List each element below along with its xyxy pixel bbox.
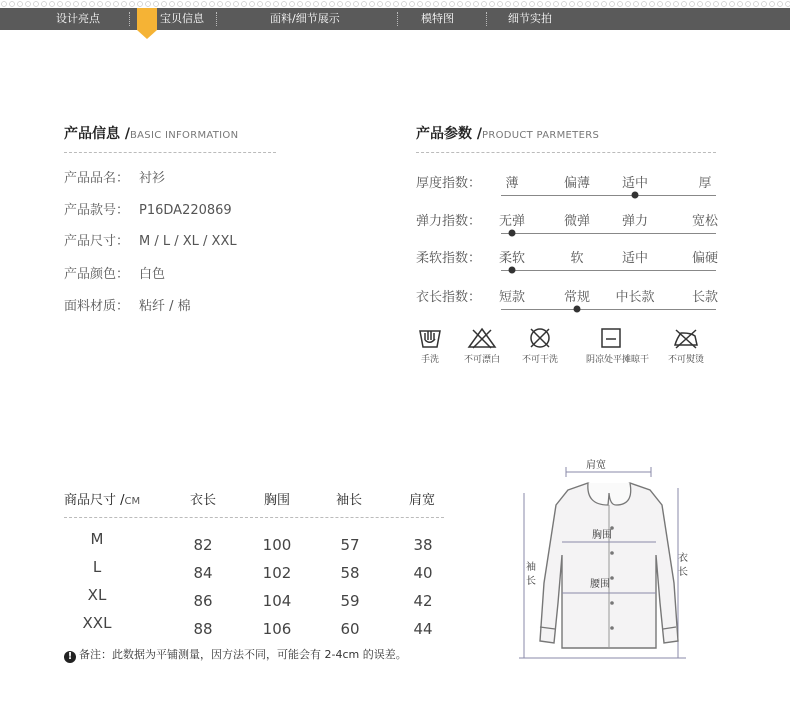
param-label: 衣长指数： xyxy=(416,290,482,305)
param-option: 中长款 xyxy=(615,290,655,305)
size-cell-value: 106 xyxy=(262,620,292,638)
size-unit: CM xyxy=(124,496,141,507)
nav-bar xyxy=(0,8,790,30)
size-cell-label: XXL xyxy=(82,614,112,632)
param-option: 长款 xyxy=(691,290,719,305)
param-label: 柔软指数： xyxy=(416,251,482,266)
info-value: 衬衫 xyxy=(139,171,166,186)
param-option: 宽松 xyxy=(691,214,719,229)
param-scale-line xyxy=(501,270,716,271)
dry-flat-shade-icon xyxy=(598,326,624,350)
nav-item-details[interactable]: 细节实拍 xyxy=(508,12,552,25)
param-option: 薄 xyxy=(505,176,519,191)
param-option: 偏硬 xyxy=(691,251,719,266)
size-header-title: 商品尺寸 / xyxy=(64,493,125,508)
size-cell-value: 60 xyxy=(340,620,360,638)
param-option: 弹力 xyxy=(621,214,649,229)
care-label: 手洗 xyxy=(420,355,439,365)
size-note-text: 备注：此数据为平铺测量，因方法不同，可能会有 2-4cm 的误差。 xyxy=(79,648,407,661)
nav-divider xyxy=(486,12,487,26)
nav-active-arrow xyxy=(137,30,157,39)
size-cell-label: M xyxy=(90,530,104,548)
param-option: 无弹 xyxy=(498,214,526,229)
divider xyxy=(64,517,444,518)
size-cell-value: 59 xyxy=(340,592,360,610)
info-row-material xyxy=(64,295,191,314)
diagram-label-shoulder: 肩宽 xyxy=(586,460,606,471)
nav-item-fabric[interactable]: 面料/细节展示 xyxy=(270,12,340,25)
diagram-label-chest: 胸围 xyxy=(592,530,612,541)
info-row-color xyxy=(64,263,165,282)
param-option: 适中 xyxy=(621,176,649,191)
product-params-heading xyxy=(416,123,599,143)
care-label: 阴凉处平摊晾干 xyxy=(586,355,650,365)
size-cell-value: 40 xyxy=(413,564,433,582)
param-option: 短款 xyxy=(498,290,526,305)
size-cell-value: 57 xyxy=(340,536,360,554)
info-row-sku xyxy=(64,199,232,218)
param-option: 适中 xyxy=(621,251,649,266)
divider xyxy=(64,152,276,153)
info-row-name xyxy=(64,167,165,186)
diagram-label-sleeve-2: 长 xyxy=(526,576,536,587)
no-tumble-dry-icon xyxy=(527,326,553,350)
size-header-length: 衣长 xyxy=(190,493,217,508)
size-cell-value: 82 xyxy=(193,536,213,554)
product-params-title: 产品参数 / xyxy=(416,126,482,142)
size-header-chest: 胸围 xyxy=(264,493,291,508)
size-cell-value: 100 xyxy=(262,536,292,554)
param-label: 弹力指数： xyxy=(416,214,482,229)
info-label: 产品尺寸： xyxy=(64,234,130,249)
nav-item-product-info[interactable]: 宝贝信息 xyxy=(160,12,204,25)
nav-divider xyxy=(216,12,217,26)
diagram-label-sleeve-1: 袖 xyxy=(526,562,536,573)
size-cell-value: 88 xyxy=(193,620,213,638)
product-info-heading xyxy=(64,123,238,143)
divider xyxy=(416,152,716,153)
product-info-subtitle: BASIC INFORMATION xyxy=(130,130,239,141)
size-cell-value: 104 xyxy=(262,592,292,610)
info-label: 面料材质： xyxy=(64,299,130,314)
info-row-size xyxy=(64,230,237,249)
param-indicator xyxy=(509,267,516,274)
care-no-dry-clean xyxy=(515,326,565,365)
size-cell-value: 42 xyxy=(413,592,433,610)
nav-divider xyxy=(397,12,398,26)
diagram-label-length-1: 衣 xyxy=(678,553,688,564)
info-label: 产品颜色： xyxy=(64,267,130,282)
nav-active-indicator xyxy=(137,8,157,30)
nav-divider xyxy=(129,12,130,26)
param-indicator xyxy=(632,192,639,199)
param-indicator xyxy=(574,306,581,313)
param-option: 厚 xyxy=(698,176,712,191)
size-cell-value: 84 xyxy=(193,564,213,582)
param-scale-line xyxy=(501,309,716,310)
care-no-bleach xyxy=(457,326,507,365)
care-hand-wash xyxy=(405,326,455,365)
info-label: 产品品名： xyxy=(64,171,130,186)
size-cell-value: 44 xyxy=(413,620,433,638)
size-header-sleeve: 袖长 xyxy=(336,493,363,508)
size-header-label xyxy=(64,489,140,508)
care-label: 不可漂白 xyxy=(463,355,500,365)
diagram-label-length-2: 长 xyxy=(678,567,688,578)
care-no-iron xyxy=(661,326,711,365)
no-iron-icon xyxy=(671,326,701,350)
nav-item-design[interactable]: 设计亮点 xyxy=(56,12,100,25)
param-option: 柔软 xyxy=(498,251,526,266)
info-value: M / L / XL / XXL xyxy=(139,234,237,249)
no-bleach-icon xyxy=(467,326,497,350)
info-label: 产品款号： xyxy=(64,203,130,218)
size-cell-label: XL xyxy=(87,586,107,604)
info-value: 粘纤 / 棉 xyxy=(139,299,191,314)
size-cell-value: 38 xyxy=(413,536,433,554)
param-scale-line xyxy=(501,195,716,196)
info-value: P16DA220869 xyxy=(139,203,232,218)
param-option: 微弹 xyxy=(563,214,591,229)
care-label: 不可熨烫 xyxy=(667,355,704,365)
size-cell-label: L xyxy=(92,558,102,576)
param-indicator xyxy=(509,230,516,237)
param-label: 厚度指数： xyxy=(416,176,482,191)
param-option: 常规 xyxy=(563,290,591,305)
param-option: 偏薄 xyxy=(563,176,591,191)
size-note xyxy=(64,646,407,663)
product-info-title: 产品信息 / xyxy=(64,126,130,142)
care-label: 不可干洗 xyxy=(521,355,558,365)
size-cell-value: 86 xyxy=(193,592,213,610)
hand-wash-icon xyxy=(417,326,443,350)
nav-item-model[interactable]: 模特图 xyxy=(421,12,454,25)
size-header-shoulder: 肩宽 xyxy=(409,493,436,508)
size-cell-value: 102 xyxy=(262,564,292,582)
decorative-chain-border xyxy=(0,0,790,8)
alert-icon: ! xyxy=(64,651,76,663)
diagram-label-waist: 腰围 xyxy=(590,579,610,590)
param-scale-line xyxy=(501,233,716,234)
info-value: 白色 xyxy=(139,267,166,282)
param-option: 软 xyxy=(570,251,584,266)
size-cell-value: 58 xyxy=(340,564,360,582)
care-dry-flat-shade xyxy=(586,326,650,365)
product-params-subtitle: PRODUCT PARMETERS xyxy=(482,130,600,141)
